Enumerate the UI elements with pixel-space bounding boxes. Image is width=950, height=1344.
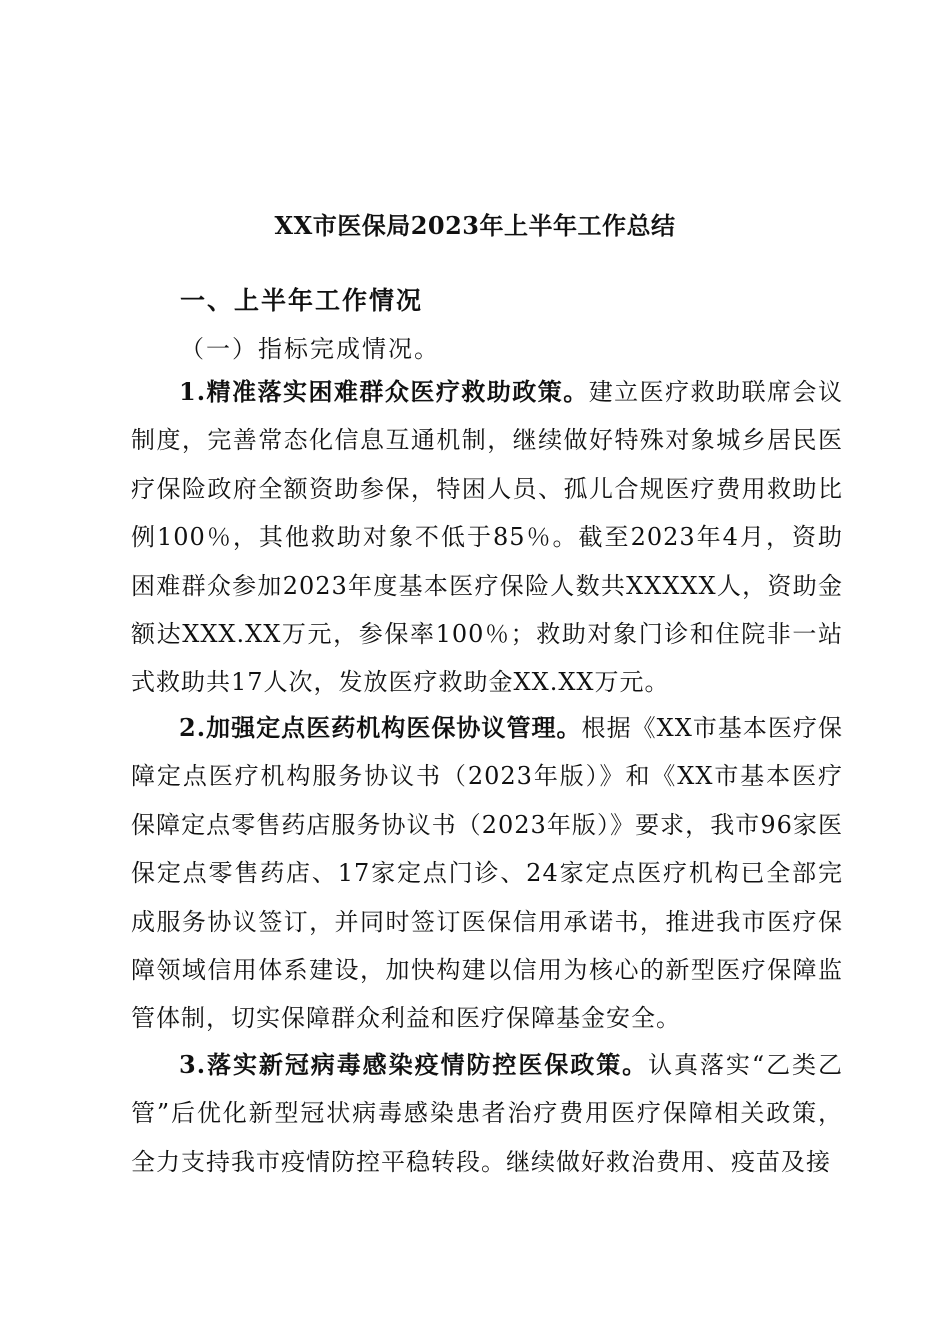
paragraph-2-lead: 2.加强定点医药机构医保协议管理。 bbox=[179, 713, 582, 742]
paragraph-1 bbox=[131, 368, 843, 707]
section-heading: 一、上半年工作情况 bbox=[180, 286, 424, 315]
paragraph-2 bbox=[131, 704, 843, 1043]
paragraph-2-body: 根据《XX市基本医疗保障定点医疗机构服务协议书（2023年版）》和《XX市基本医疗保障定点零售药店服务协议书（2023年版）》要求，我市96家医保定点零售药店、17家定点门诊、24家定点医疗机构已全部完成服务协议签订，并同时签订医保信用承诺书，推进我市医疗保障领域信用体系建设，加快构建以信用为核心的新型医疗保障监管体制，切实保障群众利益和医疗保障基金安全。 bbox=[131, 714, 843, 1033]
paragraph-1-body: 建立医疗救助联席会议制度，完善常态化信息互通机制，继续做好特殊对象城乡居民医疗保险政府全额资助参保，特困人员、孤儿合规医疗费用救助比例100％，其他救助对象不低于85％。截至2023年4月，资助困难群众参加2023年度基本医疗保险人数共XXXXX人，资助金额达XXX.XX万元，参保率100％；救助对象门诊和住院非一站式救助共17人次，发放医疗救助金XX.XX万元。 bbox=[131, 378, 843, 697]
paragraph-1-lead: 1.精准落实困难群众医疗救助政策。 bbox=[179, 377, 589, 406]
paragraph-3-lead: 3.落实新冠病毒感染疫情防控医保政策。 bbox=[179, 1050, 649, 1079]
document-title: XX市医保局2023年上半年工作总结 bbox=[274, 211, 676, 240]
paragraph-3 bbox=[131, 1041, 843, 1186]
subsection-heading: （一）指标完成情况。 bbox=[180, 335, 440, 363]
paragraph-3-body: 认真落实“乙类乙管”后优化新型冠状病毒感染患者治疗费用医疗保障相关政策，全力支持我市疫情防控平稳转段。继续做好救治费用、疫苗及接 bbox=[131, 1051, 843, 1176]
